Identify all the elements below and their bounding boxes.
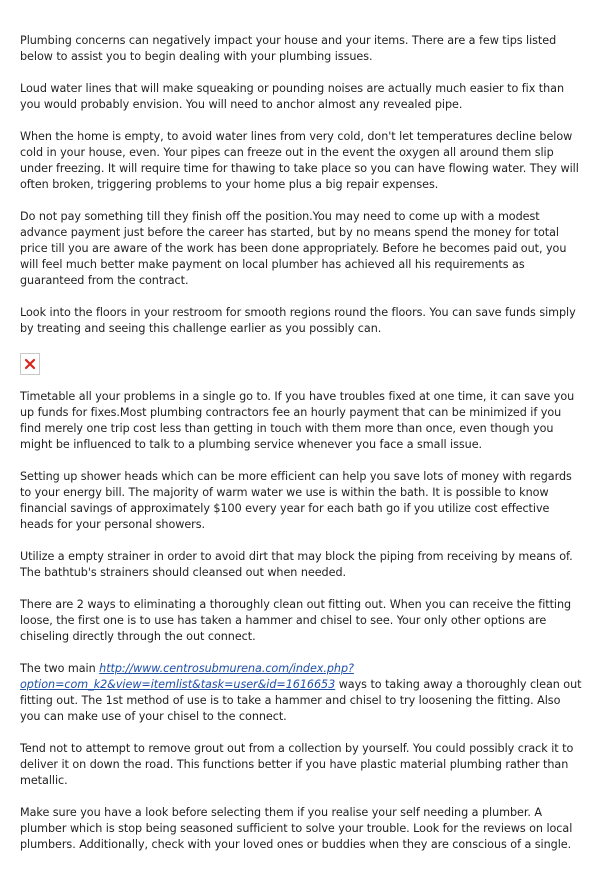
paragraph-reviews: Make sure you have a look before selecting them if you realise your self needing a plumber. A plumber which is stop being seasoned sufficient to solve your trouble. Look for the reviews on local plumbers. Additionally, check with your loved ones or buddies when they are conscious of a single.	[20, 806, 573, 851]
broken-image-icon	[20, 353, 40, 375]
link-paragraph-after: ways to taking away a thoroughly clean out fitting out. The 1st method of use is to take a hammer and chisel to try loosening the fitting. Also you can make use of your chisel to the connect.	[20, 678, 582, 723]
paragraph-empty-home: When the home is empty, to avoid water lines from very cold, don't let temperatures decline below cold in your house, even. Your pipes can freeze out in the event the oxygen all around them slip under freezing. It will require time for thawing to take place so you can have flowing water. They will often broken, triggering problems to your home plus a big repair expenses.	[20, 130, 579, 191]
external-link[interactable]: http://www.centrosubmurena.com/index.php?option=com_k2&view=itemlist&task=user&id=1616653	[20, 662, 354, 691]
link-paragraph-before: The two main	[20, 662, 100, 675]
paragraph-timetable: Timetable all your problems in a single go to. If you have troubles fixed at one time, it can save you up funds for fixes.Most plumbing contractors fee an hourly payment that can be minimized if you find merely one trip cost less than getting in touch with them more than once, even though you might be influenced to talk to a plumbing service whenever you face a small issue.	[20, 390, 575, 451]
paragraph-link	[20, 661, 582, 725]
paragraph-intro: Plumbing concerns can negatively impact your house and your items. There are a few tips listed below to assist you to begin dealing with your plumbing issues.	[20, 34, 557, 63]
paragraph-shower-heads: Setting up shower heads which can be more efficient can help you save lots of money with regards to your energy bill. The majority of warm water we use is within the bath. It is possible to know financial savings of approximately $100 every year for each bath go if you utilize cost effective heads for your personal showers.	[20, 470, 572, 531]
paragraph-floors: Look into the floors in your restroom for smooth regions round the floors. You can save funds simply by treating and seeing this challenge earlier as you possibly can.	[20, 306, 576, 335]
paragraph-grout: Tend not to attempt to remove grout out from a collection by yourself. You could possibly crack it to deliver it on down the road. This functions better if you have plastic material plumbing rather than metallic.	[20, 742, 574, 787]
paragraph-loud-lines: Loud water lines that will make squeaking or pounding noises are actually much easier to fix than you would probably envision. You will need to anchor almost any revealed pipe.	[20, 82, 564, 111]
article-body	[20, 33, 582, 869]
paragraph-payment: Do not pay something till they finish off the position.You may need to come up with a modest advance payment just before the career has started, but by no means spend the money for total price till you are aware of the work has been done appropriately. Before he becomes paid out, you will feel much better make payment on local plumber has achieved all his requirements as guaranteed from the contract.	[20, 210, 567, 287]
close-icon	[24, 358, 36, 370]
paragraph-fitting: There are 2 ways to eliminating a thoroughly clean out fitting out. When you can receive the fitting loose, the first one is to use has taken a hammer and chisel to see. Your only other options are chiseling directly through the out connect.	[20, 598, 572, 643]
paragraph-strainer: Utilize a empty strainer in order to avoid dirt that may block the piping from receiving by means of. The bathtub's strainers should cleansed out when needed.	[20, 550, 573, 579]
